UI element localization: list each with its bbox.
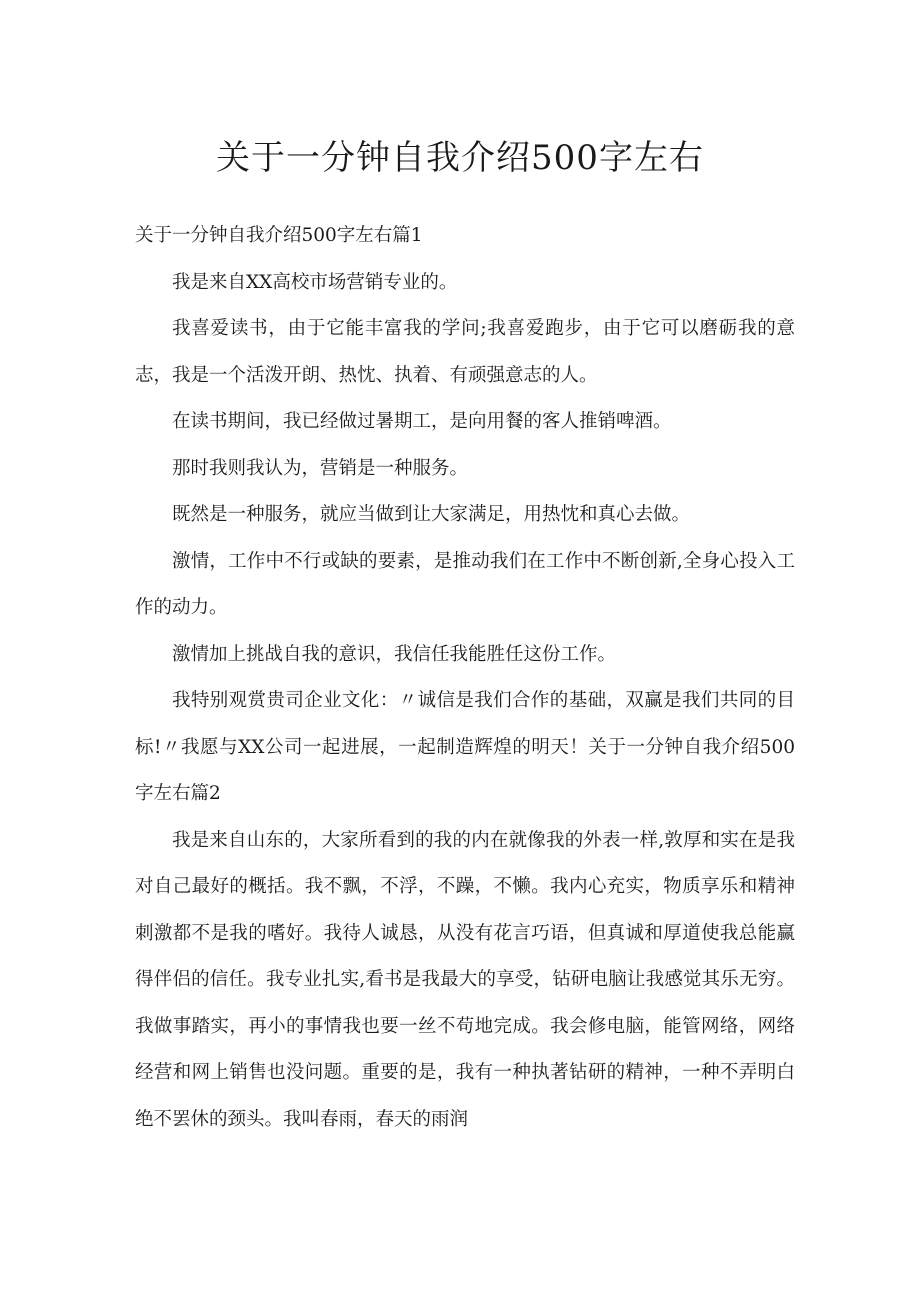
paragraph: 在读书期间，我已经做过暑期工，是向用餐的客人推销啤酒。 bbox=[172, 411, 672, 432]
paragraph: 我是来自XX高校市场营销专业的。 bbox=[172, 271, 458, 293]
paragraph: 激情加上挑战自我的意识，我信任我能胜任这份工作。 bbox=[172, 643, 617, 665]
paragraph: 激情，工作中不行或缺的要素，是推动我们在工作中不断创新,全身心投入工作的动力。 bbox=[135, 550, 795, 618]
paragraph: 我是来自山东的，大家所看到的我的内在就像我的外表一样,敦厚和实在是我对自己最好的概括。我不飘，不浮，不躁，不懒。我内心充实，物质享乐和精神刺激都不是我的嗜好。我待人诚恳，从没有花言巧语，但真诚和厚道使我总能赢得伴侣的信任。我专业扎实,看书是我最大的享受，钻研电脑让我感觉其乐无穷。我做事踏实，再小的事情我也要一丝不苟地完成。我会修电脑，能管网络，网络经营和网上销售也没问题。重要的是，我有一种执著钻研的精神，一种不弄明白绝不罢休的颈头。我叫春雨，春天的雨润 bbox=[135, 829, 795, 1130]
paragraph: 那时我则我认为，营销是一种服务。 bbox=[172, 457, 469, 479]
paragraph: 我喜爱读书，由于它能丰富我的学问;我喜爱跑步，由于它可以磨砺我的意志，我是一个活泼开朗、热忱、执着、有顽强意志的人。 bbox=[135, 318, 795, 386]
paragraph: 既然是一种服务，就应当做到让大家满足，用热忱和真心去做。 bbox=[172, 504, 691, 525]
page-title: 关于一分钟自我介绍500字左右 bbox=[216, 138, 704, 178]
document-body bbox=[135, 213, 795, 1143]
paragraph: 我特别观赏贵司企业文化：〃诚信是我们合作的基础，双赢是我们共同的目标!〃我愿与XX公司一起进展，一起制造辉煌的明天！关于一分钟自我介绍500字左右篇2 bbox=[135, 690, 795, 804]
section-heading: 关于一分钟自我介绍500字左右篇1 bbox=[135, 225, 423, 246]
